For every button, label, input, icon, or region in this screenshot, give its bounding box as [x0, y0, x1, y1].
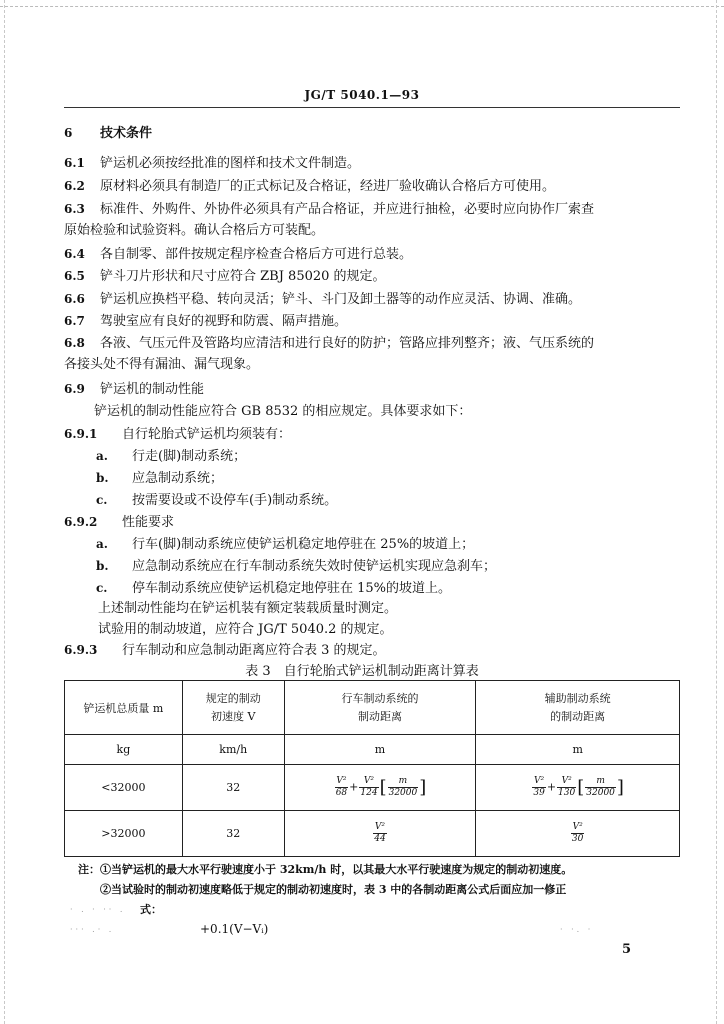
clause-number: 6.6 [64, 292, 85, 306]
fraction [373, 822, 386, 845]
numerator: V² [359, 776, 378, 788]
item-text: 按需要设或不设停车(手)制动系统。 [132, 493, 338, 508]
clause-text: 上述制动性能均在铲运机装有额定装载质量时测定。 [98, 601, 398, 616]
clause-6-7 [64, 312, 347, 331]
clause-6-2 [64, 177, 555, 196]
numerator: m [388, 776, 419, 788]
item-text: 应急制动系统应在行车制动系统失效时使铲运机实现应急刹车； [132, 559, 497, 574]
standard-code-header: JG/T 5040.1—93 [304, 88, 420, 102]
denominator: 44 [374, 834, 386, 844]
performance-note [98, 600, 397, 618]
numerator: V² [374, 822, 386, 832]
numerator: V² [336, 776, 347, 786]
denominator: 124 [360, 788, 378, 798]
clause-text: 试验用的制动坡道，应符合 JG/T 5040.2 的规定。 [98, 622, 393, 637]
clause-number: 6.3 [64, 202, 85, 216]
header-speed-line2: 初速度 V [211, 709, 256, 723]
unit-service: m [284, 735, 476, 765]
clause-6-8 [64, 334, 594, 353]
note-3: 式： [140, 903, 162, 916]
clause-text: 标准件、外购件、外协件必须具有产品合格证，并应进行抽检，必要时应向协作厂索查 [100, 202, 595, 217]
clause-text: 各接头处不得有漏油、漏气现象。 [64, 357, 260, 372]
header-aux-line2: 的制动距离 [550, 709, 606, 723]
clause-text: 行车制动和应急制动距离应符合表 3 的规定。 [122, 643, 386, 658]
clause-number: 6.4 [64, 247, 85, 261]
header-rule [64, 107, 680, 108]
clause-number: 6.1 [64, 156, 85, 170]
clause-text: 铲运机必须按经批准的图样和技术文件制造。 [100, 156, 361, 171]
unit-aux: m [476, 735, 680, 765]
formula [334, 776, 427, 799]
clause-6-3 [64, 200, 594, 219]
braking-distance-table [64, 680, 680, 857]
header-aux-brake [476, 681, 680, 735]
header-service-line1: 行车制动系统的 [341, 691, 419, 705]
clause-number: 6.2 [64, 179, 85, 193]
table-caption: 表 3 自行轮胎式铲运机制动距离计算表 [245, 664, 479, 679]
section-heading [64, 124, 152, 143]
plus-sign: + [349, 780, 359, 794]
clause-6-8-cont [64, 356, 259, 374]
clause-text: 性能要求 [122, 515, 175, 530]
bracket-close: ] [419, 777, 427, 798]
cell-service-formula [284, 811, 476, 857]
scan-speckle: · ·. · [560, 925, 594, 934]
plus-sign: + [546, 780, 557, 794]
item-b-2 [96, 557, 496, 576]
clause-text: 各自制零、部件按规定程序检查合格后方可进行总装。 [100, 247, 413, 262]
formula [531, 776, 624, 799]
item-letter: c. [96, 493, 108, 507]
correction-formula: +0.1(V−Vᵢ) [200, 922, 269, 936]
clause-text: 铲运机的制动性能应符合 GB 8532 的相应规定。具体要求如下： [94, 404, 472, 419]
fraction [557, 776, 576, 799]
item-text: 应急制动系统； [132, 471, 224, 486]
numerator: m [585, 776, 616, 788]
table-units-row [65, 735, 680, 765]
fraction [388, 776, 419, 799]
bracket-open: [ [577, 777, 585, 798]
clause-number: 6.9.2 [64, 515, 98, 529]
scan-speckle: ··· .· . [70, 925, 115, 934]
table-row [65, 765, 680, 811]
cell-aux-formula [476, 765, 680, 811]
unit-speed: km/h [182, 735, 284, 765]
item-c [96, 491, 337, 510]
item-letter: a. [96, 449, 108, 463]
clause-6-1 [64, 154, 360, 173]
clause-6-9-1 [64, 425, 291, 444]
section-number: 6 [64, 126, 73, 140]
fraction [359, 776, 378, 799]
denominator: 39 [533, 788, 545, 798]
clause-number: 6.8 [64, 336, 85, 350]
scan-edge-left [4, 0, 5, 1024]
unit-mass: kg [65, 735, 183, 765]
clause-text: 原始检验和试验资料。确认合格后方可装配。 [64, 223, 325, 238]
numerator: V² [557, 776, 576, 788]
item-text: 行车(脚)制动系统应使铲运机稳定地停驻在 25%的坡道上； [132, 537, 475, 552]
table-row [65, 811, 680, 857]
cell-mass: <32000 [65, 765, 183, 811]
clause-number: 6.9.3 [64, 643, 98, 657]
scan-speckle: · . · ·· . [70, 905, 126, 914]
clause-number: 6.9.1 [64, 427, 98, 441]
item-a-2 [96, 535, 474, 554]
clause-number: 6.9 [64, 382, 85, 396]
slope-note [98, 621, 393, 639]
clause-6-4 [64, 245, 412, 264]
fraction [571, 822, 584, 845]
clause-6-9-body [94, 403, 471, 421]
header-speed [182, 681, 284, 735]
header-mass: 铲运机总质量 m [65, 681, 183, 735]
denominator: 130 [558, 788, 576, 798]
clause-6-3-cont [64, 222, 324, 240]
clause-6-9-2 [64, 513, 174, 532]
section-text: 技术条件 [100, 126, 153, 141]
clause-6-9-3 [64, 641, 386, 660]
formula [570, 822, 585, 845]
clause-6-9 [64, 380, 204, 399]
denominator: 32000 [586, 788, 615, 798]
cell-aux-formula [476, 811, 680, 857]
cell-speed: 32 [182, 765, 284, 811]
item-letter: b. [96, 559, 109, 573]
item-b [96, 469, 223, 488]
clause-text: 铲运机的制动性能 [100, 382, 205, 397]
formula [372, 822, 387, 845]
fraction [585, 776, 616, 799]
clause-text: 原材料必须具有制造厂的正式标记及合格证，经进厂验收确认合格后方可使用。 [100, 179, 556, 194]
header-service-brake [284, 681, 476, 735]
clause-text: 驾驶室应有良好的视野和防震、隔声措施。 [100, 314, 348, 329]
clause-text: 各液、气压元件及管路均应清洁和进行良好的防护；管路应排列整齐；液、气压系统的 [100, 336, 595, 351]
cell-mass: >32000 [65, 811, 183, 857]
fraction [335, 776, 348, 799]
clause-6-6 [64, 290, 581, 309]
note-1: 注：①当铲运机的最大水平行驶速度小于 32km/h 时，以其最大水平行驶速度为规定的制动初速度。 [78, 863, 573, 876]
denominator: 30 [571, 834, 584, 844]
table-header-row [65, 681, 680, 735]
header-aux-line1: 辅助制动系统 [544, 691, 611, 705]
scan-edge-top [0, 6, 724, 7]
fraction [532, 776, 545, 799]
clause-text: 铲斗刀片形状和尺寸应符合 ZBJ 85020 的规定。 [100, 269, 386, 284]
bracket-close: ] [616, 777, 624, 798]
numerator: V² [572, 822, 583, 832]
item-text: 停车制动系统应使铲运机稳定地停驻在 15%的坡道上。 [132, 581, 452, 596]
bracket-open: [ [379, 777, 387, 798]
item-letter: b. [96, 471, 109, 485]
clause-6-5 [64, 267, 386, 286]
clause-number: 6.7 [64, 314, 85, 328]
clause-number: 6.5 [64, 269, 85, 283]
denominator: 68 [335, 788, 348, 798]
cell-service-formula [284, 765, 476, 811]
page-number: 5 [622, 942, 632, 957]
header-speed-line1: 规定的制动 [205, 691, 261, 705]
header-service-line2: 制动距离 [357, 709, 402, 723]
clause-text: 铲运机应换档平稳、转向灵活；铲斗、斗门及卸土器等的动作应灵活、协调、准确。 [100, 292, 582, 307]
denominator: 32000 [388, 788, 418, 798]
item-letter: a. [96, 537, 108, 551]
item-letter: c. [96, 581, 108, 595]
item-text: 行走(脚)制动系统； [132, 449, 247, 464]
numerator: V² [534, 776, 545, 786]
clause-text: 自行轮胎式铲运机均须装有： [122, 427, 292, 442]
item-a [96, 447, 246, 466]
note-2: ②当试验时的制动初速度略低于规定的制动初速度时，表 3 中的各制动距离公式后面应加一修正 [100, 883, 567, 896]
cell-speed: 32 [182, 811, 284, 857]
scan-edge-right [716, 0, 717, 1024]
item-c-2 [96, 579, 451, 598]
